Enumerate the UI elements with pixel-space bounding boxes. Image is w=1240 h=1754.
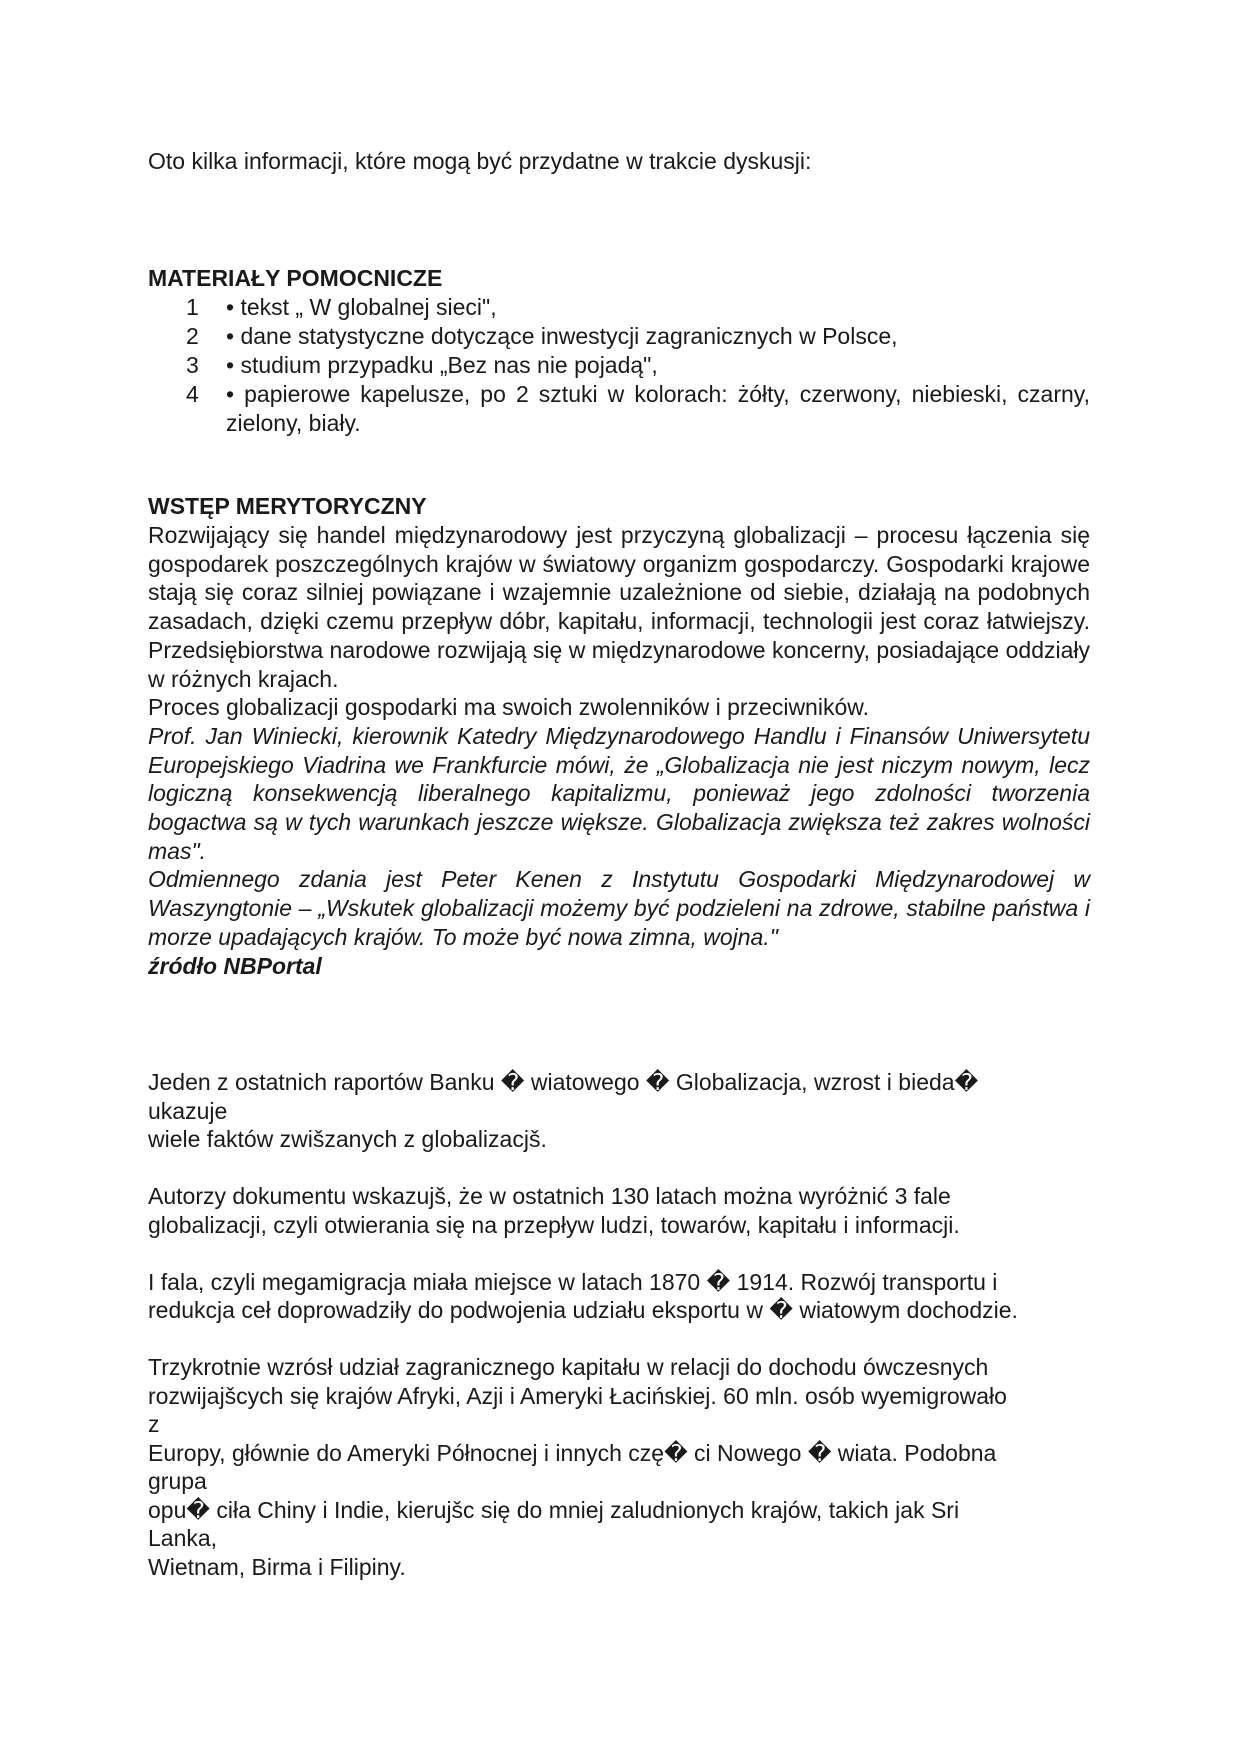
list-item [148, 351, 1090, 380]
report-line: opu� ciła Chiny i Indie, kierujšc się do mniej zaludnionych krajów, takich jak Sri [148, 1496, 960, 1523]
blank-line [148, 1325, 1090, 1354]
list-item-number: 3 [186, 352, 199, 378]
list-item-text: • papierowe kapelusze, po 2 sztuki w kolorach: żółty, czerwony, niebieski, czarny, zielony, biały. [226, 381, 1090, 436]
paragraph: Proces globalizacji gospodarki ma swoich zwolenników i przeciwników. [148, 694, 869, 721]
introduction-heading: WSTĘP MERYTORYCZNY [148, 493, 427, 519]
report-line: I fala, czyli megamigracja miała miejsce w latach 1870 � 1914. Rozwój transportu i [148, 1268, 998, 1295]
introduction-body [148, 521, 1090, 980]
list-item-text: • dane statystyczne dotyczące inwestycji zagranicznych w Polsce, [226, 323, 898, 349]
list-item [148, 293, 1090, 322]
report-line: Autorzy dokumentu wskazujš, że w ostatnich 130 latach można wyróżnić 3 fale [148, 1183, 951, 1209]
materials-heading: MATERIAŁY POMOCNICZE [148, 265, 443, 291]
report-line: Jeden z ostatnich raportów Banku � wiatowego � Globalizacja, wzrost i bieda� [148, 1069, 979, 1095]
document-page [148, 0, 1090, 1754]
report-line: redukcja ceł doprowadziły do podwojenia udziału eksportu w � wiatowym dochodzie. [148, 1297, 1018, 1323]
quote-winiecki: Prof. Jan Winiecki, kierownik Katedry Międzynarodowego Handlu i Finansów Uniwersytetu Europejskiego Viadrina we Frankfurcie mówi, że „Globalizacja nie jest niczym nowym, lecz logiczną konsekwencją liberalnego kapitalizmu, ponieważ jego zdolności tworzenia bogactwa są w tych warunkach jeszcze większe. Globalizacja zwiększa też zakres wolności mas". [148, 722, 1090, 864]
list-item-text: • studium przypadku „Bez nas nie pojadą", [226, 352, 658, 378]
list-item [148, 380, 1090, 438]
report-line: ukazuje [148, 1097, 228, 1124]
blank-line [148, 1239, 1090, 1268]
list-item [148, 322, 1090, 351]
list-item-number: 4 [186, 381, 199, 407]
report-line: z [148, 1411, 160, 1437]
list-item-text: • tekst „ W globalnej sieci", [226, 294, 497, 320]
report-line: Europy, głównie do Ameryki Północnej i innych czę� ci Nowego � wiata. Podobna [148, 1439, 997, 1466]
report-line: grupa [148, 1468, 207, 1494]
blank-line [148, 1154, 1090, 1183]
paragraph: Rozwijający się handel międzynarodowy jest przyczyną globalizacji – procesu łączenia się gospodarek poszczególnych krajów w światowy organizm gospodarczy. Gospodarki krajowe stają się coraz silniej powiązane i wzajemnie uzależnione od siebie, działają na podobnych zasadach, dzięki czemu przepływ dóbr, kapitału, informacji, technologii jest coraz łatwiejszy. Przedsiębiorstwa narodowe rozwijają się w międzynarodowe koncerny, posiadające oddziały w różnych krajach. [148, 522, 1090, 692]
intro-sentence: Oto kilka informacji, które mogą być przydatne w trakcie dyskusji: [148, 148, 812, 174]
report-line: rozwijajšcych się krajów Afryki, Azji i Ameryki Łacińskiej. 60 mln. osób wyemigrowało [148, 1382, 1007, 1409]
report-line: Wietnam, Birma i Filipiny. [148, 1553, 406, 1580]
report-line: Lanka, [148, 1525, 218, 1551]
report-line: wiele faktów zwišzanych z globalizacjš. [148, 1126, 547, 1152]
list-item-number: 1 [186, 294, 199, 320]
source-note: źródło NBPortal [148, 952, 322, 979]
quote-kenen: Odmiennego zdania jest Peter Kenen z Instytutu Gospodarki Międzynarodowej w Waszyngtonie – „Wskutek globalizacji możemy być podzieleni na zdrowe, stabilne państwa i morze upadających krajów. To może być nowa zimna, wojna." [148, 866, 1090, 950]
report-section [148, 1068, 1090, 1581]
report-line: Trzykrotnie wzrósł udział zagranicznego kapitału w relacji do dochodu ówczesnych [148, 1354, 989, 1380]
list-item-number: 2 [186, 323, 199, 349]
materials-list [148, 293, 1090, 438]
report-line: globalizacji, czyli otwierania się na przepływ ludzi, towarów, kapitału i informacji. [148, 1211, 960, 1238]
